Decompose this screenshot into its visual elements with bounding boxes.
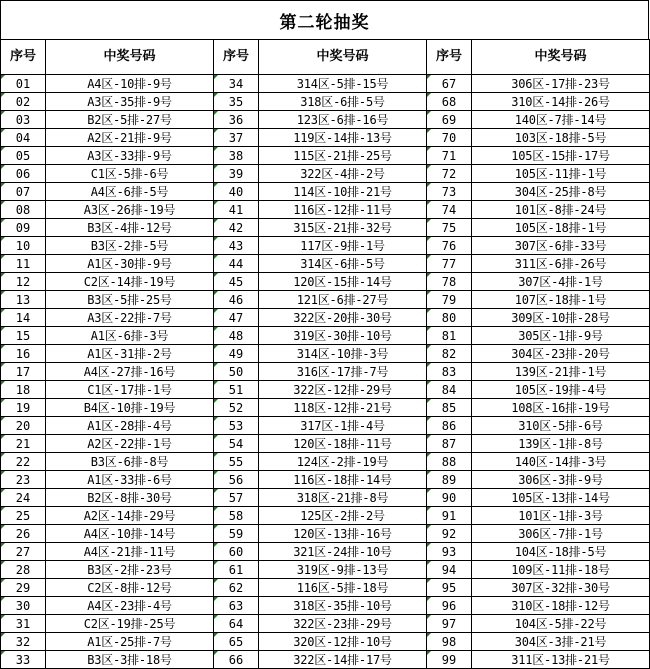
page-title: 第二轮抽奖 [0,0,649,40]
prize-cell[interactable]: 306区-17排-23号 [472,75,650,93]
prize-cell[interactable]: 118区-12排-21号 [259,399,427,417]
seq-cell[interactable]: 90 [427,489,472,507]
seq-cell[interactable]: 40 [214,183,259,201]
prize-cell[interactable]: 315区-21排-32号 [259,219,427,237]
prize-cell[interactable]: 120区-15排-14号 [259,273,427,291]
seq-cell[interactable]: 27 [1,543,46,561]
table-row [1,273,650,291]
prize-cell[interactable]: 304区-25排-8号 [472,183,650,201]
seq-cell[interactable]: 15 [1,327,46,345]
prize-cell[interactable]: 314区-6排-5号 [259,255,427,273]
seq-cell[interactable]: 73 [427,183,472,201]
seq-cell[interactable]: 76 [427,237,472,255]
seq-cell[interactable]: 07 [1,183,46,201]
seq-cell[interactable]: 50 [214,363,259,381]
seq-cell[interactable]: 13 [1,291,46,309]
prize-cell[interactable]: 105区-18排-1号 [472,219,650,237]
prize-cell[interactable]: C2区-19排-25号 [46,615,214,633]
prize-cell[interactable]: 310区-14排-26号 [472,93,650,111]
prize-cell[interactable]: 140区-14排-3号 [472,453,650,471]
prize-cell[interactable]: B4区-10排-19号 [46,399,214,417]
seq-cell[interactable]: 75 [427,219,472,237]
prize-cell[interactable]: 318区-6排-5号 [259,93,427,111]
table-row [1,255,650,273]
prize-cell[interactable]: 321区-24排-10号 [259,543,427,561]
prize-cell[interactable]: A3区-26排-19号 [46,201,214,219]
seq-cell[interactable]: 35 [214,93,259,111]
seq-cell[interactable]: 42 [214,219,259,237]
seq-cell[interactable]: 01 [1,75,46,93]
seq-cell[interactable]: 65 [214,633,259,651]
prize-cell[interactable]: 322区-4排-2号 [259,165,427,183]
prize-cell[interactable]: B3区-2排-23号 [46,561,214,579]
prize-cell[interactable]: 317区-1排-4号 [259,417,427,435]
table-body [1,75,650,669]
prize-header[interactable]: 中奖号码 [472,40,650,75]
seq-cell[interactable]: 34 [214,75,259,93]
seq-cell[interactable]: 87 [427,435,472,453]
seq-cell[interactable]: 02 [1,93,46,111]
header-row [1,40,650,75]
prize-cell[interactable]: 306区-7排-1号 [472,525,650,543]
table-row [1,597,650,615]
prize-cell[interactable]: 105区-15排-17号 [472,147,650,165]
seq-cell[interactable]: 60 [214,543,259,561]
prize-cell[interactable]: A4区-10排-14号 [46,525,214,543]
seq-cell[interactable]: 48 [214,327,259,345]
seq-cell[interactable]: 99 [427,651,472,669]
prize-cell[interactable]: A3区-22排-7号 [46,309,214,327]
seq-cell[interactable]: 63 [214,597,259,615]
seq-cell[interactable]: 78 [427,273,472,291]
prize-cell[interactable]: 139区-21排-1号 [472,363,650,381]
seq-cell[interactable]: 55 [214,453,259,471]
seq-cell[interactable]: 16 [1,345,46,363]
seq-header[interactable]: 序号 [214,40,259,75]
prize-cell[interactable]: A1区-33排-6号 [46,471,214,489]
seq-cell[interactable]: 95 [427,579,472,597]
prize-cell[interactable]: 107区-18排-1号 [472,291,650,309]
seq-cell[interactable]: 53 [214,417,259,435]
prize-cell[interactable]: 104区-5排-22号 [472,615,650,633]
seq-cell[interactable]: 29 [1,579,46,597]
seq-cell[interactable]: 79 [427,291,472,309]
table-row [1,381,650,399]
prize-cell[interactable]: 101区-8排-24号 [472,201,650,219]
seq-cell[interactable]: 24 [1,489,46,507]
seq-cell[interactable]: 67 [427,75,472,93]
prize-cell[interactable]: C2区-14排-19号 [46,273,214,291]
prize-cell[interactable]: 120区-13排-16号 [259,525,427,543]
seq-cell[interactable]: 62 [214,579,259,597]
prize-cell[interactable]: 104区-18排-5号 [472,543,650,561]
seq-cell[interactable]: 72 [427,165,472,183]
prize-cell[interactable]: 117区-9排-1号 [259,237,427,255]
table-row [1,525,650,543]
prize-cell[interactable]: 318区-35排-10号 [259,597,427,615]
prize-cell[interactable]: 101区-1排-3号 [472,507,650,525]
prize-cell[interactable]: 305区-1排-9号 [472,327,650,345]
prize-cell[interactable]: 314区-10排-3号 [259,345,427,363]
prize-cell[interactable]: 114区-10排-21号 [259,183,427,201]
seq-cell[interactable]: 71 [427,147,472,165]
seq-cell[interactable]: 32 [1,633,46,651]
table-row [1,75,650,93]
seq-cell[interactable]: 64 [214,615,259,633]
seq-cell[interactable]: 98 [427,633,472,651]
seq-cell[interactable]: 81 [427,327,472,345]
seq-cell[interactable]: 26 [1,525,46,543]
seq-cell[interactable]: 56 [214,471,259,489]
prize-cell[interactable]: B3区-4排-12号 [46,219,214,237]
seq-cell[interactable]: 43 [214,237,259,255]
prize-cell[interactable]: 116区-12排-11号 [259,201,427,219]
table-row [1,435,650,453]
seq-cell[interactable]: 83 [427,363,472,381]
seq-cell[interactable]: 91 [427,507,472,525]
table-row [1,147,650,165]
seq-header[interactable]: 序号 [1,40,46,75]
seq-cell[interactable]: 22 [1,453,46,471]
seq-cell[interactable]: 17 [1,363,46,381]
seq-cell[interactable]: 85 [427,399,472,417]
table-row [1,633,650,651]
prize-cell[interactable]: 316区-17排-7号 [259,363,427,381]
prize-cell[interactable]: 319区-9排-13号 [259,561,427,579]
table-row [1,111,650,129]
prize-cell[interactable]: A4区-27排-16号 [46,363,214,381]
prize-cell[interactable]: B2区-8排-30号 [46,489,214,507]
prize-cell[interactable]: A4区-23排-4号 [46,597,214,615]
seq-cell[interactable]: 33 [1,651,46,669]
prize-cell[interactable]: A4区-10排-9号 [46,75,214,93]
seq-cell[interactable]: 57 [214,489,259,507]
table-row [1,93,650,111]
seq-cell[interactable]: 28 [1,561,46,579]
table-row [1,201,650,219]
seq-cell[interactable]: 44 [214,255,259,273]
prize-cell[interactable]: C2区-8排-12号 [46,579,214,597]
seq-cell[interactable]: 92 [427,525,472,543]
seq-cell[interactable]: 23 [1,471,46,489]
seq-cell[interactable]: 05 [1,147,46,165]
prize-cell[interactable]: A1区-25排-7号 [46,633,214,651]
prize-cell[interactable]: 322区-23排-29号 [259,615,427,633]
seq-cell[interactable]: 66 [214,651,259,669]
seq-cell[interactable]: 69 [427,111,472,129]
prize-header[interactable]: 中奖号码 [46,40,214,75]
table-row [1,309,650,327]
seq-cell[interactable]: 47 [214,309,259,327]
seq-cell[interactable]: 84 [427,381,472,399]
table-row [1,471,650,489]
seq-cell[interactable]: 12 [1,273,46,291]
prize-header[interactable]: 中奖号码 [259,40,427,75]
seq-cell[interactable]: 61 [214,561,259,579]
prize-cell[interactable]: 115区-21排-25号 [259,147,427,165]
seq-cell[interactable]: 59 [214,525,259,543]
table-row [1,219,650,237]
prize-cell[interactable]: A3区-35排-9号 [46,93,214,111]
prize-cell[interactable]: 139区-1排-8号 [472,435,650,453]
table-row [1,399,650,417]
seq-header[interactable]: 序号 [427,40,472,75]
seq-cell[interactable]: 37 [214,129,259,147]
seq-cell[interactable]: 51 [214,381,259,399]
table-row [1,129,650,147]
prize-cell[interactable]: 306区-3排-9号 [472,471,650,489]
seq-cell[interactable]: 08 [1,201,46,219]
prize-cell[interactable]: 119区-14排-13号 [259,129,427,147]
table-row [1,561,650,579]
seq-cell[interactable]: 11 [1,255,46,273]
prize-cell[interactable]: A2区-14排-29号 [46,507,214,525]
seq-cell[interactable]: 86 [427,417,472,435]
prize-cell[interactable]: 320区-12排-10号 [259,633,427,651]
seq-cell[interactable]: 80 [427,309,472,327]
seq-cell[interactable]: 30 [1,597,46,615]
seq-cell[interactable]: 41 [214,201,259,219]
prize-cell[interactable]: A2区-22排-1号 [46,435,214,453]
prize-cell[interactable]: 105区-19排-4号 [472,381,650,399]
seq-cell[interactable]: 93 [427,543,472,561]
winners-table [0,39,650,669]
prize-cell[interactable]: B3区-2排-5号 [46,237,214,255]
seq-cell[interactable]: 54 [214,435,259,453]
seq-cell[interactable]: 03 [1,111,46,129]
prize-cell[interactable]: B3区-5排-25号 [46,291,214,309]
seq-cell[interactable]: 38 [214,147,259,165]
seq-cell[interactable]: 04 [1,129,46,147]
table-row [1,183,650,201]
prize-cell[interactable]: C1区-17排-1号 [46,381,214,399]
prize-cell[interactable]: 140区-7排-14号 [472,111,650,129]
table-row [1,345,650,363]
prize-cell[interactable]: 322区-20排-30号 [259,309,427,327]
seq-cell[interactable]: 88 [427,453,472,471]
prize-cell[interactable]: A2区-21排-9号 [46,129,214,147]
prize-cell[interactable]: B3区-3排-18号 [46,651,214,669]
prize-cell[interactable]: 310区-5排-6号 [472,417,650,435]
prize-cell[interactable]: 319区-30排-10号 [259,327,427,345]
prize-cell[interactable]: 108区-16排-19号 [472,399,650,417]
prize-cell[interactable]: 121区-6排-27号 [259,291,427,309]
prize-cell[interactable]: 309区-10排-28号 [472,309,650,327]
table-row [1,489,650,507]
prize-cell[interactable]: 105区-13排-14号 [472,489,650,507]
seq-cell[interactable]: 10 [1,237,46,255]
prize-cell[interactable]: 123区-6排-16号 [259,111,427,129]
seq-cell[interactable]: 25 [1,507,46,525]
seq-cell[interactable]: 94 [427,561,472,579]
seq-cell[interactable]: 36 [214,111,259,129]
prize-cell[interactable]: 125区-2排-2号 [259,507,427,525]
prize-cell[interactable]: B3区-6排-8号 [46,453,214,471]
seq-cell[interactable]: 77 [427,255,472,273]
prize-cell[interactable]: 322区-12排-29号 [259,381,427,399]
prize-cell[interactable]: A1区-30排-9号 [46,255,214,273]
seq-cell[interactable]: 82 [427,345,472,363]
prize-cell[interactable]: 311区-13排-21号 [472,651,650,669]
table-row [1,237,650,255]
prize-cell[interactable]: 105区-11排-1号 [472,165,650,183]
seq-cell[interactable]: 70 [427,129,472,147]
prize-cell[interactable]: 120区-18排-11号 [259,435,427,453]
seq-cell[interactable]: 14 [1,309,46,327]
seq-cell[interactable]: 18 [1,381,46,399]
table-row [1,417,650,435]
table-row [1,543,650,561]
prize-cell[interactable]: B2区-5排-27号 [46,111,214,129]
prize-cell[interactable]: 307区-4排-1号 [472,273,650,291]
seq-cell[interactable]: 09 [1,219,46,237]
prize-cell[interactable]: 103区-18排-5号 [472,129,650,147]
seq-cell[interactable]: 20 [1,417,46,435]
seq-cell[interactable]: 74 [427,201,472,219]
prize-cell[interactable]: 109区-11排-18号 [472,561,650,579]
prize-cell[interactable]: 310区-18排-12号 [472,597,650,615]
seq-cell[interactable]: 96 [427,597,472,615]
prize-cell[interactable]: 124区-2排-19号 [259,453,427,471]
table-row [1,327,650,345]
prize-cell[interactable]: 304区-23排-20号 [472,345,650,363]
seq-cell[interactable]: 46 [214,291,259,309]
prize-cell[interactable]: 322区-14排-17号 [259,651,427,669]
seq-cell[interactable]: 49 [214,345,259,363]
prize-cell[interactable]: 307区-6排-33号 [472,237,650,255]
prize-cell[interactable]: 318区-21排-8号 [259,489,427,507]
prize-cell[interactable]: 307区-32排-30号 [472,579,650,597]
prize-cell[interactable]: A3区-33排-9号 [46,147,214,165]
prize-cell[interactable]: 116区-18排-14号 [259,471,427,489]
seq-cell[interactable]: 89 [427,471,472,489]
table-row [1,291,650,309]
seq-cell[interactable]: 97 [427,615,472,633]
prize-cell[interactable]: 304区-3排-21号 [472,633,650,651]
seq-cell[interactable]: 06 [1,165,46,183]
seq-cell[interactable]: 52 [214,399,259,417]
table-row [1,453,650,471]
table-row [1,507,650,525]
prize-cell[interactable]: 314区-5排-15号 [259,75,427,93]
table-row [1,579,650,597]
prize-cell[interactable]: 116区-5排-18号 [259,579,427,597]
prize-cell[interactable]: A4区-21排-11号 [46,543,214,561]
seq-cell[interactable]: 31 [1,615,46,633]
seq-cell[interactable]: 45 [214,273,259,291]
seq-cell[interactable]: 58 [214,507,259,525]
seq-cell[interactable]: 21 [1,435,46,453]
table-row [1,615,650,633]
table-row [1,165,650,183]
seq-cell[interactable]: 39 [214,165,259,183]
prize-cell[interactable]: A4区-6排-5号 [46,183,214,201]
prize-cell[interactable]: A1区-6排-3号 [46,327,214,345]
seq-cell[interactable]: 68 [427,93,472,111]
prize-cell[interactable]: C1区-5排-6号 [46,165,214,183]
prize-cell[interactable]: A1区-28排-4号 [46,417,214,435]
prize-cell[interactable]: 311区-6排-26号 [472,255,650,273]
seq-cell[interactable]: 19 [1,399,46,417]
table-row [1,363,650,381]
prize-cell[interactable]: A1区-31排-2号 [46,345,214,363]
